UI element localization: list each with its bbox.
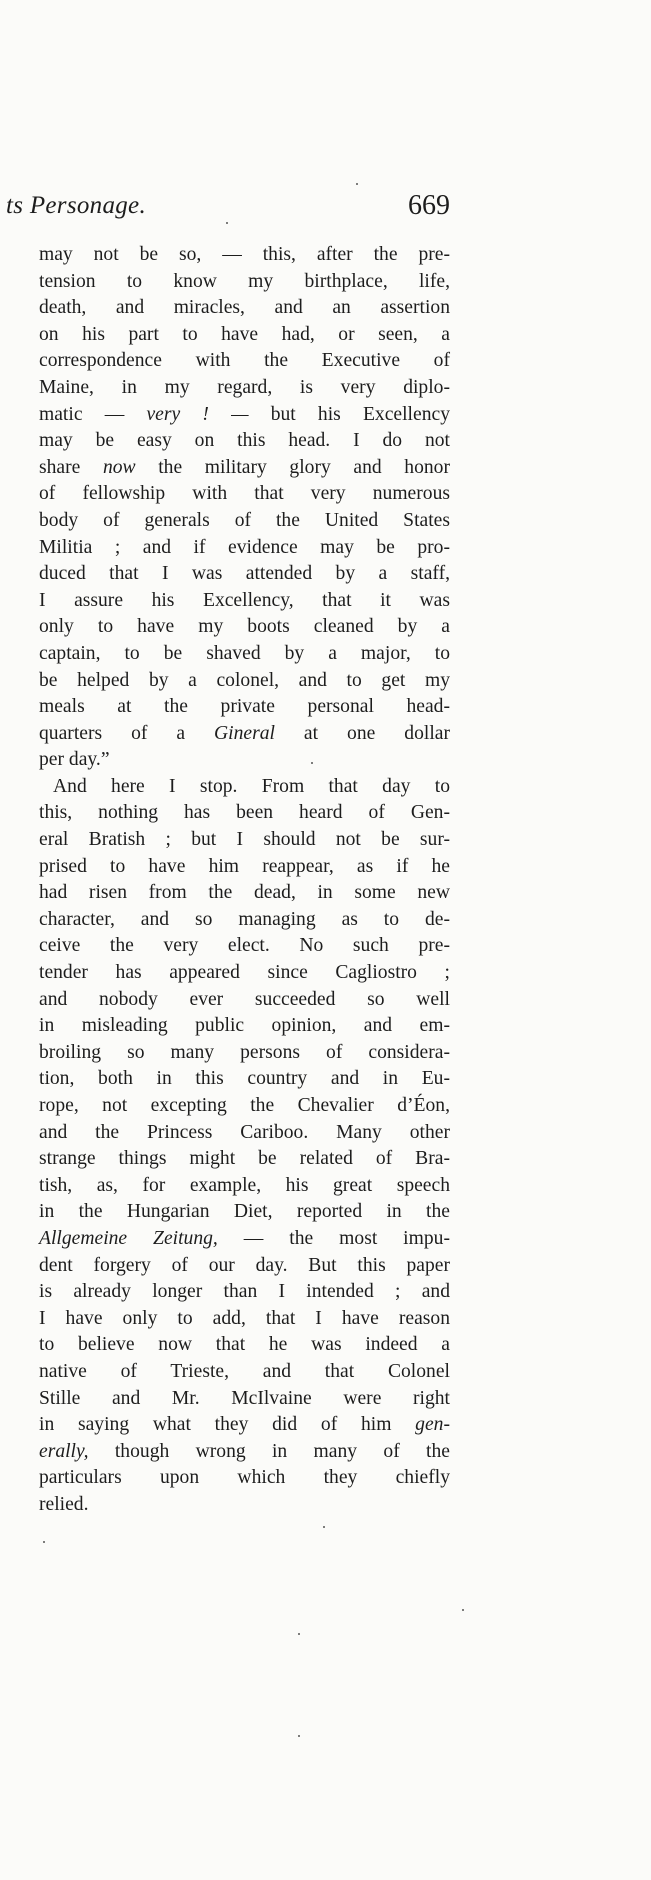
text-segment: the military glory and honor <box>135 456 450 478</box>
text-line <box>39 614 450 641</box>
text-segment: may be easy on this head. I do not <box>39 430 450 452</box>
text-segment: tish, as, for example, his great speech <box>39 1174 450 1196</box>
text-line <box>39 455 450 482</box>
text-line <box>39 1439 450 1466</box>
text-segment: matic — <box>39 403 147 425</box>
text-line <box>39 1173 450 1200</box>
scan-speck <box>226 222 228 224</box>
text-line <box>39 322 450 349</box>
text-segment: this, nothing has been heard of Gen- <box>39 802 450 824</box>
text-line <box>39 588 450 615</box>
text-segment: strange things might be related of Bra- <box>39 1148 450 1170</box>
text-line <box>39 1066 450 1093</box>
scan-speck <box>298 1633 300 1635</box>
text-line <box>39 535 450 562</box>
text-segment: of fellowship with that very numerous <box>39 483 450 505</box>
text-segment: tension to know my birthplace, life, <box>39 270 450 292</box>
text-segment: relied. <box>39 1493 89 1515</box>
text-segment: Militia ; and if evidence may be pro- <box>39 536 450 558</box>
text-segment: is already longer than I intended ; and <box>39 1281 450 1303</box>
text-line <box>39 1093 450 1120</box>
text-line <box>39 641 450 668</box>
text-line <box>39 1013 450 1040</box>
scan-speck <box>462 1609 464 1611</box>
italic-text: Gineral <box>214 722 275 744</box>
scan-speck <box>356 183 358 185</box>
text-line <box>39 1465 450 1492</box>
text-segment: quarters of a <box>39 722 215 744</box>
text-segment: in saying what they did of him <box>39 1414 416 1436</box>
text-line <box>39 1412 450 1439</box>
text-segment: per day.” <box>39 749 110 771</box>
text-segment: only to have my boots cleaned by a <box>39 616 450 638</box>
text-line <box>39 1306 450 1333</box>
text-line <box>39 721 450 748</box>
text-segment: be helped by a colonel, and to get my <box>39 669 450 691</box>
text-line <box>39 375 450 402</box>
text-segment: ceive the very elect. No such pre- <box>39 935 450 957</box>
text-line <box>39 987 450 1014</box>
text-line <box>39 481 450 508</box>
scan-speck <box>323 1526 325 1528</box>
text-segment: may not be so, — this, after the pre- <box>39 244 450 265</box>
text-segment: correspondence with the Executive of <box>39 350 450 372</box>
text-line <box>39 747 450 774</box>
text-segment: and the Princess Cariboo. Many other <box>39 1121 450 1143</box>
text-segment: to believe now that he was indeed a <box>39 1334 450 1356</box>
text-segment: body of generals of the United States <box>39 509 450 531</box>
running-head <box>6 192 450 232</box>
text-line <box>39 1332 450 1359</box>
text-line <box>39 800 450 827</box>
text-line <box>39 295 450 322</box>
text-line <box>39 508 450 535</box>
text-line <box>39 561 450 588</box>
text-segment: share <box>39 456 103 478</box>
text-line <box>39 774 450 801</box>
text-segment: and nobody ever succeeded so well <box>39 988 450 1010</box>
text-segment: And here I stop. From that day to <box>53 775 450 797</box>
text-line <box>39 428 450 455</box>
text-segment: Stille and Mr. McIlvaine were right <box>39 1387 450 1409</box>
scan-speck <box>298 1735 300 1737</box>
italic-text: gen- <box>415 1414 450 1436</box>
body-text <box>39 242 450 1519</box>
text-line <box>39 242 450 269</box>
text-line <box>39 694 450 721</box>
text-segment: in the Hungarian Diet, reported in the <box>39 1201 450 1223</box>
text-segment: but his Excellency <box>248 403 450 425</box>
text-line <box>39 1146 450 1173</box>
text-segment: native of Trieste, and that Colonel <box>39 1360 450 1382</box>
italic-text: Allgemeine Zeitung, <box>39 1227 218 1249</box>
text-segment: rope, not excepting the Chevalier d’Éon, <box>39 1095 450 1116</box>
text-line <box>39 1279 450 1306</box>
scan-speck <box>311 762 313 764</box>
text-line <box>39 1492 450 1519</box>
text-line <box>39 880 450 907</box>
page-number: 669 <box>408 190 450 221</box>
text-segment: Maine, in my regard, is very diplo- <box>39 376 450 398</box>
paragraph <box>39 242 450 774</box>
text-segment: I have only to add, that I have reason <box>39 1307 450 1329</box>
text-segment: broiling so many persons of considera- <box>39 1041 450 1063</box>
text-segment: prised to have him reappear, as if he <box>39 855 450 877</box>
text-segment: — the most impu- <box>217 1227 450 1249</box>
running-title: ts Personage. <box>6 192 146 219</box>
text-line <box>39 907 450 934</box>
text-line <box>39 1386 450 1413</box>
text-segment: duced that I was attended by a staff, <box>39 563 450 585</box>
text-line <box>39 402 450 429</box>
text-line <box>39 854 450 881</box>
text-segment: eral Bratish ; but I should not be sur- <box>39 829 450 851</box>
text-line <box>39 1226 450 1253</box>
text-segment: tion, both in this country and in Eu- <box>39 1068 450 1090</box>
italic-text: very ! — <box>146 403 249 425</box>
text-line <box>39 1040 450 1067</box>
text-segment: particulars upon which they chiefly <box>39 1467 450 1489</box>
text-line <box>39 1120 450 1147</box>
scan-speck <box>43 1541 45 1543</box>
text-line <box>39 1359 450 1386</box>
text-segment: I assure his Excellency, that it was <box>39 589 450 611</box>
italic-text: erally, <box>39 1440 89 1462</box>
text-segment: captain, to be shaved by a major, to <box>39 642 450 664</box>
text-segment: at one dollar <box>274 722 450 744</box>
text-segment: meals at the private personal head- <box>39 696 450 718</box>
text-segment: in misleading public opinion, and em- <box>39 1015 450 1037</box>
text-line <box>39 668 450 695</box>
text-segment: had risen from the dead, in some new <box>39 882 450 904</box>
text-segment: character, and so managing as to de- <box>39 908 450 930</box>
text-segment: though wrong in many of the <box>88 1440 450 1462</box>
text-line <box>39 933 450 960</box>
text-segment: on his part to have had, or seen, a <box>39 323 450 345</box>
text-line <box>39 960 450 987</box>
paragraph <box>39 774 450 1519</box>
text-segment: tender has appeared since Cagliostro ; <box>39 962 450 984</box>
text-line <box>39 269 450 296</box>
text-line <box>39 1199 450 1226</box>
text-line <box>39 1253 450 1280</box>
italic-text: now <box>102 456 136 478</box>
text-line <box>39 348 450 375</box>
text-line <box>39 827 450 854</box>
text-segment: dent forgery of our day. But this paper <box>39 1254 450 1276</box>
text-segment: death, and miracles, and an assertion <box>39 297 450 319</box>
